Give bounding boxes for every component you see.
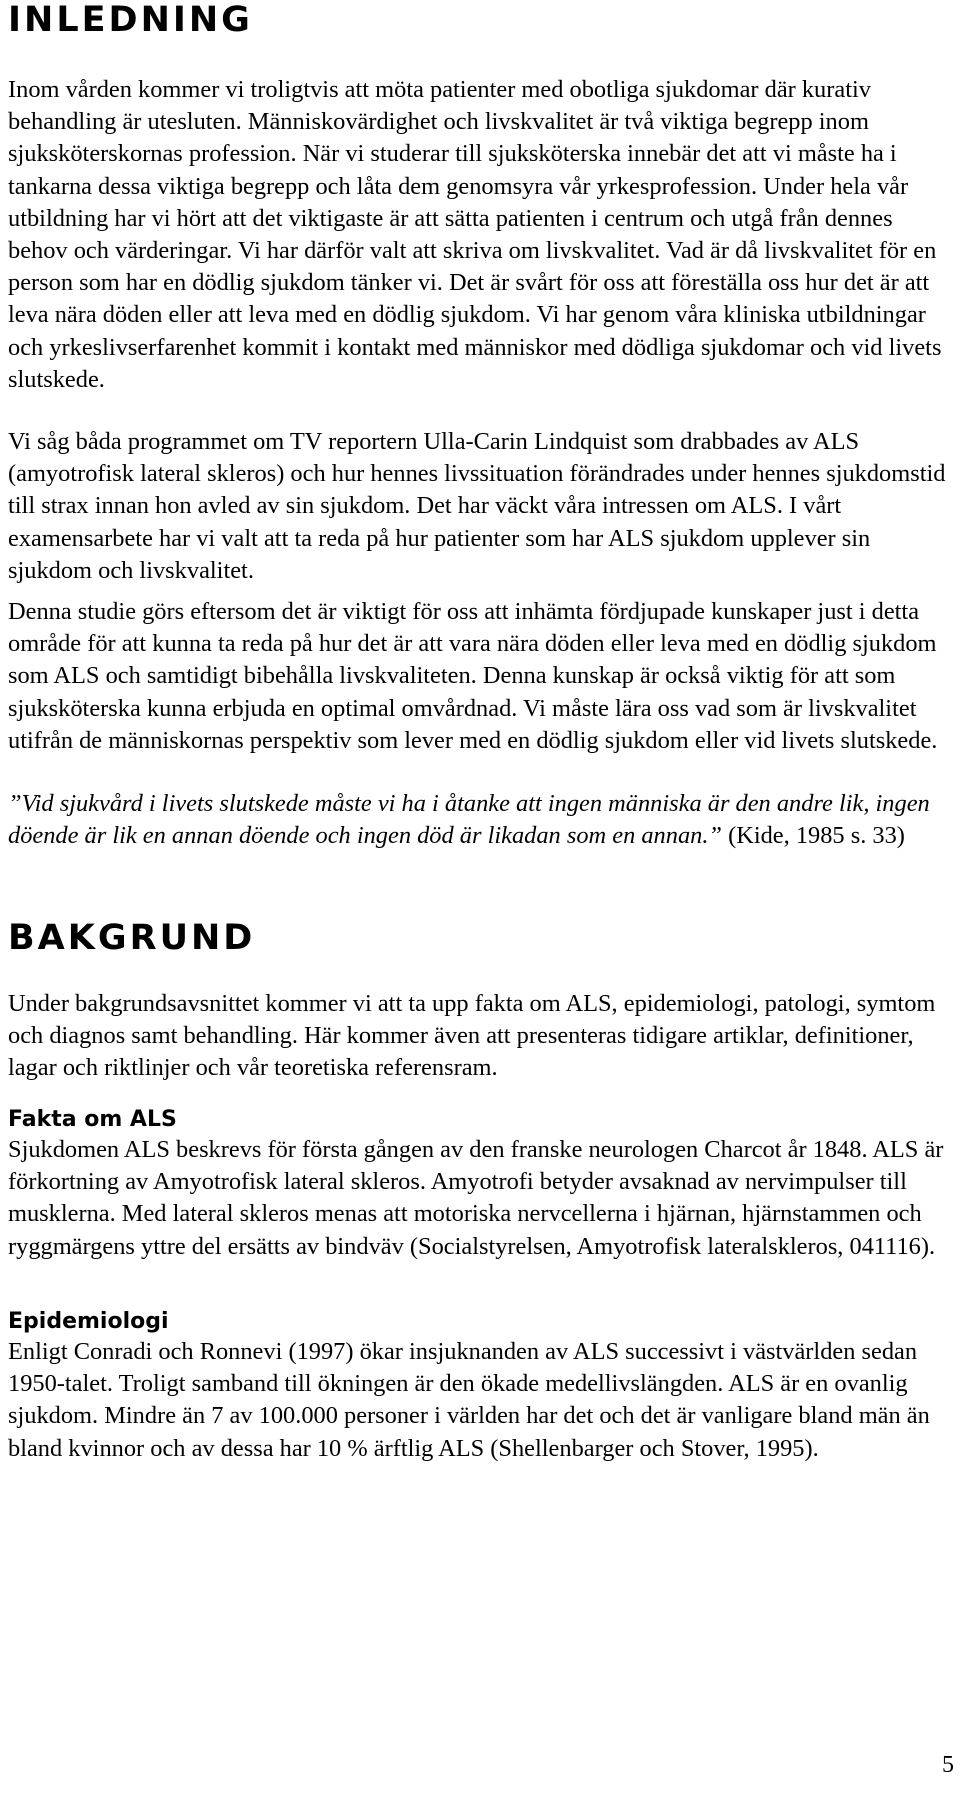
heading-inledning: INLEDNING (8, 0, 253, 40)
quote-citation: (Kide, 1985 s. 33) (722, 822, 905, 850)
paragraph-inledning-2: Vi såg båda programmet om TV reportern Ulla-Carin Lindquist som drabbades av ALS (amyotrofisk lateral skleros) och hur hennes livssituation förändrades under hennes sjukdomstid till strax innan hon avled av sin sjukdom. Det har väckt våra intressen om ALS. I vårt examensarbete har vi valt att ta reda på hur patienter som har ALS sjukdom upplever sin sjukdom och livskvalitet. (8, 428, 946, 584)
paragraph-inledning-1: Inom vården kommer vi troligtvis att möta patienter med obotliga sjukdomar där kurativ behandling är utesluten. Människovärdighet och livskvalitet är två viktiga begrepp inom sjuksköterskornas profession. När vi studerar till sjuksköterska innebär det att vi måste ha i tankarna dessa viktiga begrepp och låta dem genomsyra vår yrkesprofession. Under hela vår utbildning har vi hört att det viktigaste är att sätta patienten i centrum och utgå från dennes behov och värderingar. Vi har därför valt att skriva om livskvalitet. Vad är då livskvalitet för en person som har en dödlig sjukdom tänker vi. Det är svårt för oss att föreställa oss hur det är att leva nära döden eller att leva med en dödlig sjukdom. Vi har genom våra kliniska utbildningar och yrkeslivserfarenhet kommit i kontakt med människor med dödliga sjukdomar och vid livets slutskede. (8, 76, 942, 393)
paragraph-fakta-om-als: Sjukdomen ALS beskrevs för första gången av den franske neurologen Charcot år 1848. ALS är förkortning av Amyotrofisk lateral skleros. Amyotrofi betyder avsaknad av nervimpulser till musklerna. Med lateral skleros menas att motoriska nervcellerna i hjärnan, hjärnstammen och ryggmärgens yttre del ersätts av bindväv (Socialstyrelsen, Amyotrofisk lateralskleros, 041116). (8, 1136, 944, 1260)
paragraph-inledning-3: Denna studie görs eftersom det är viktigt för oss att inhämta fördjupade kunskaper just i detta område för att kunna ta reda på hur det är att vara nära döden eller leva med en dödlig sjukdom som ALS och samtidigt bibehålla livskvaliteten. Denna kunskap är också viktig för att som sjuksköterska kunna erbjuda en optimal omvårdnad. Vi måste lära oss vad som är livskvalitet utifrån de människornas perspektiv som lever med en dödlig sjukdom eller vid livets slutskede. (8, 598, 938, 754)
page-number: 5 (942, 1752, 954, 1778)
paragraph-bakgrund: Under bakgrundsavsnittet kommer vi att ta upp fakta om ALS, epidemiologi, patologi, symtom och diagnos samt behandling. Här kommer även att presenteras tidigare artiklar, definitioner, lagar och riktlinjer och vår teoretiska referensram. (8, 990, 936, 1082)
paragraph-epidemiologi: Enligt Conradi och Ronnevi (1997) ökar insjuknanden av ALS successivt i västvärlden sedan 1950-talet. Troligt samband till ökningen är den ökade medellivslängden. ALS är en ovanlig sjukdom. Mindre än 7 av 100.000 personer i världen har det och det är vanligare bland män än bland kvinnor och av dessa har 10 % ärftlig ALS (Shellenbarger och Stover, 1995). (8, 1338, 930, 1462)
heading-bakgrund: BAKGRUND (8, 918, 256, 958)
heading-fakta-om-als: Fakta om ALS (8, 1107, 177, 1132)
heading-epidemiologi: Epidemiologi (8, 1309, 169, 1334)
quote-paragraph (8, 788, 954, 852)
quote-text: ”Vid sjukvård i livets slutskede måste vi ha i åtanke att ingen människa är den andre lik, ingen döende är lik en annan döende och ingen död är likadan som en annan.” (8, 790, 930, 850)
